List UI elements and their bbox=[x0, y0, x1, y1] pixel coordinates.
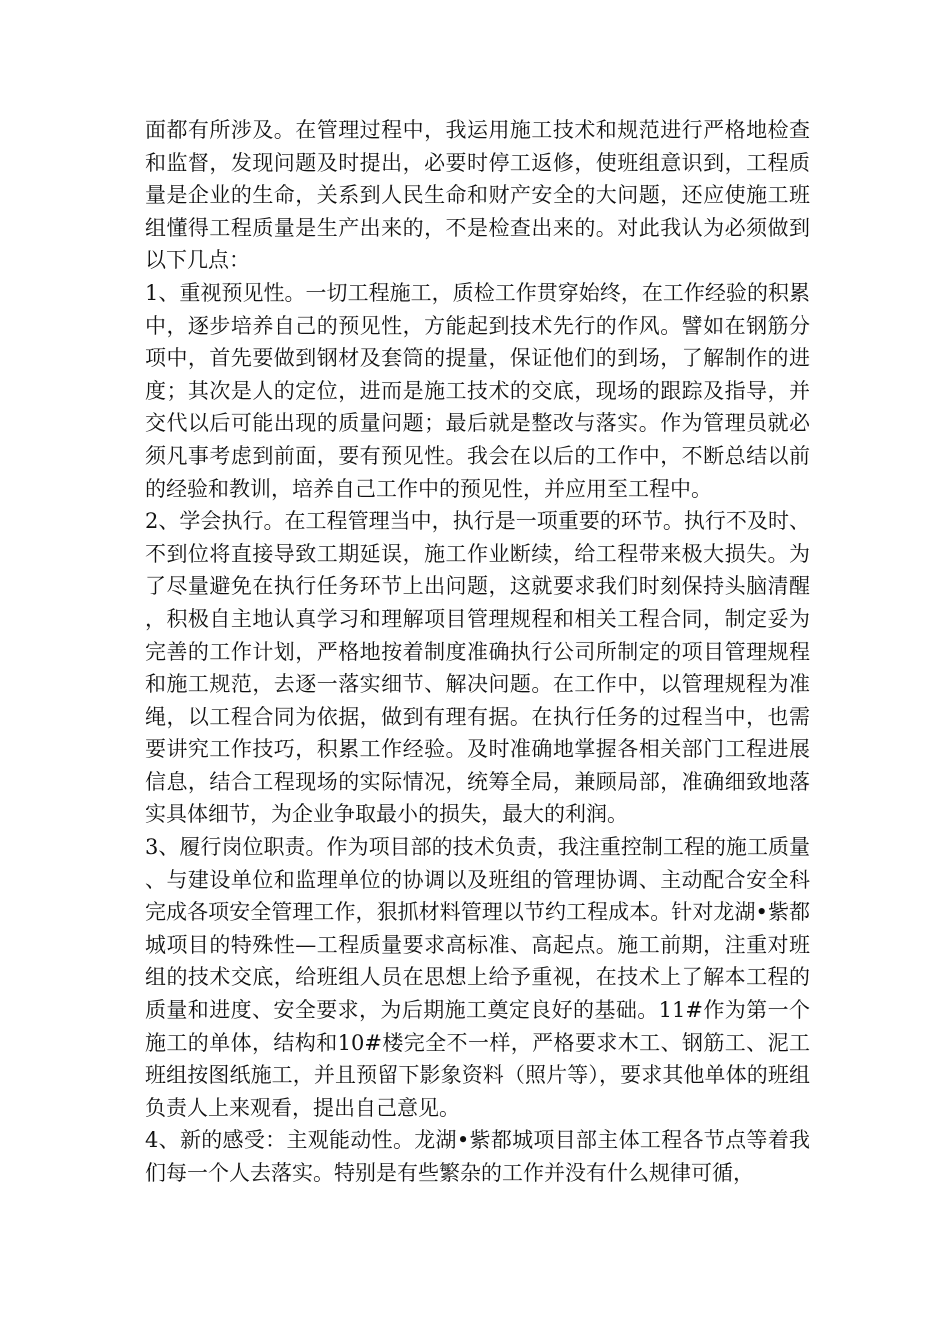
paragraph-point-4: 4、新的感受：主观能动性。龙湖•紫都城项目部主体工程各节点等着我们每一个人去落实。特别是有些繁杂的工作并没有什么规律可循， bbox=[145, 1128, 810, 1185]
document-body bbox=[145, 114, 810, 1190]
paragraph-point-1: 1、重视预见性。一切工程施工，质检工作贯穿始终，在工作经验的积累中，逐步培养自己的预见性，方能起到技术先行的作风。譬如在钢筋分项中，首先要做到钢材及套筒的提量，保证他们的到场，了解制作的进度；其次是人的定位，进而是施工技术的交底，现场的跟踪及指导，并交代以后可能出现的质量问题；最后就是整改与落实。作为管理员就必须凡事考虑到前面，要有预见性。我会在以后的工作中，不断总结以前的经验和教训，培养自己工作中的预见性，并应用至工程中。 bbox=[145, 280, 810, 501]
paragraph-point-3: 3、履行岗位职责。作为项目部的技术负责，我注重控制工程的施工质量、与建设单位和监理单位的协调以及班组的管理协调、主动配合安全科完成各项安全管理工作，狠抓材料管理以节约工程成本。针对龙湖•紫都城项目的特殊性—工程质量要求高标准、高起点。施工前期，注重对班组的技术交底，给班组人员在思想上给予重视，在技术上了解本工程的质量和进度、安全要求，为后期施工奠定良好的基础。11#作为第一个施工的单体，结构和10#楼完全不一样，严格要求木工、钢筋工、泥工班组按图纸施工，并且预留下影象资料（照片等），要求其他单体的班组负责人上来观看，提出自己意见。 bbox=[145, 835, 810, 1120]
paragraph-intro: 面都有所涉及。在管理过程中，我运用施工技术和规范进行严格地检查和监督，发现问题及时提出，必要时停工返修，使班组意识到，工程质量是企业的生命，关系到人民生命和财产安全的大问题，还应使施工班组懂得工程质量是生产出来的，不是检查出来的。对此我认为必须做到以下几点： bbox=[145, 118, 810, 273]
paragraph-point-2: 2、学会执行。在工程管理当中，执行是一项重要的环节。执行不及时、不到位将直接导致工期延误，施工作业断续，给工程带来极大损失。为了尽量避免在执行任务环节上出问题，这就要求我们时刻保持头脑清醒，积极自主地认真学习和理解项目管理规程和相关工程合同，制定妥为完善的工作计划，严格地按着制度准确执行公司所制定的项目管理规程和施工规范，去逐一落实细节、解决问题。在工作中，以管理规程为准绳，以工程合同为依据，做到有理有据。在执行任务的过程当中，也需要讲究工作技巧，积累工作经验。及时准确地掌握各相关部门工程进展信息，结合工程现场的实际情况，统筹全局，兼顾局部，准确细致地落实具体细节，为企业争取最小的损失，最大的利润。 bbox=[145, 509, 810, 827]
